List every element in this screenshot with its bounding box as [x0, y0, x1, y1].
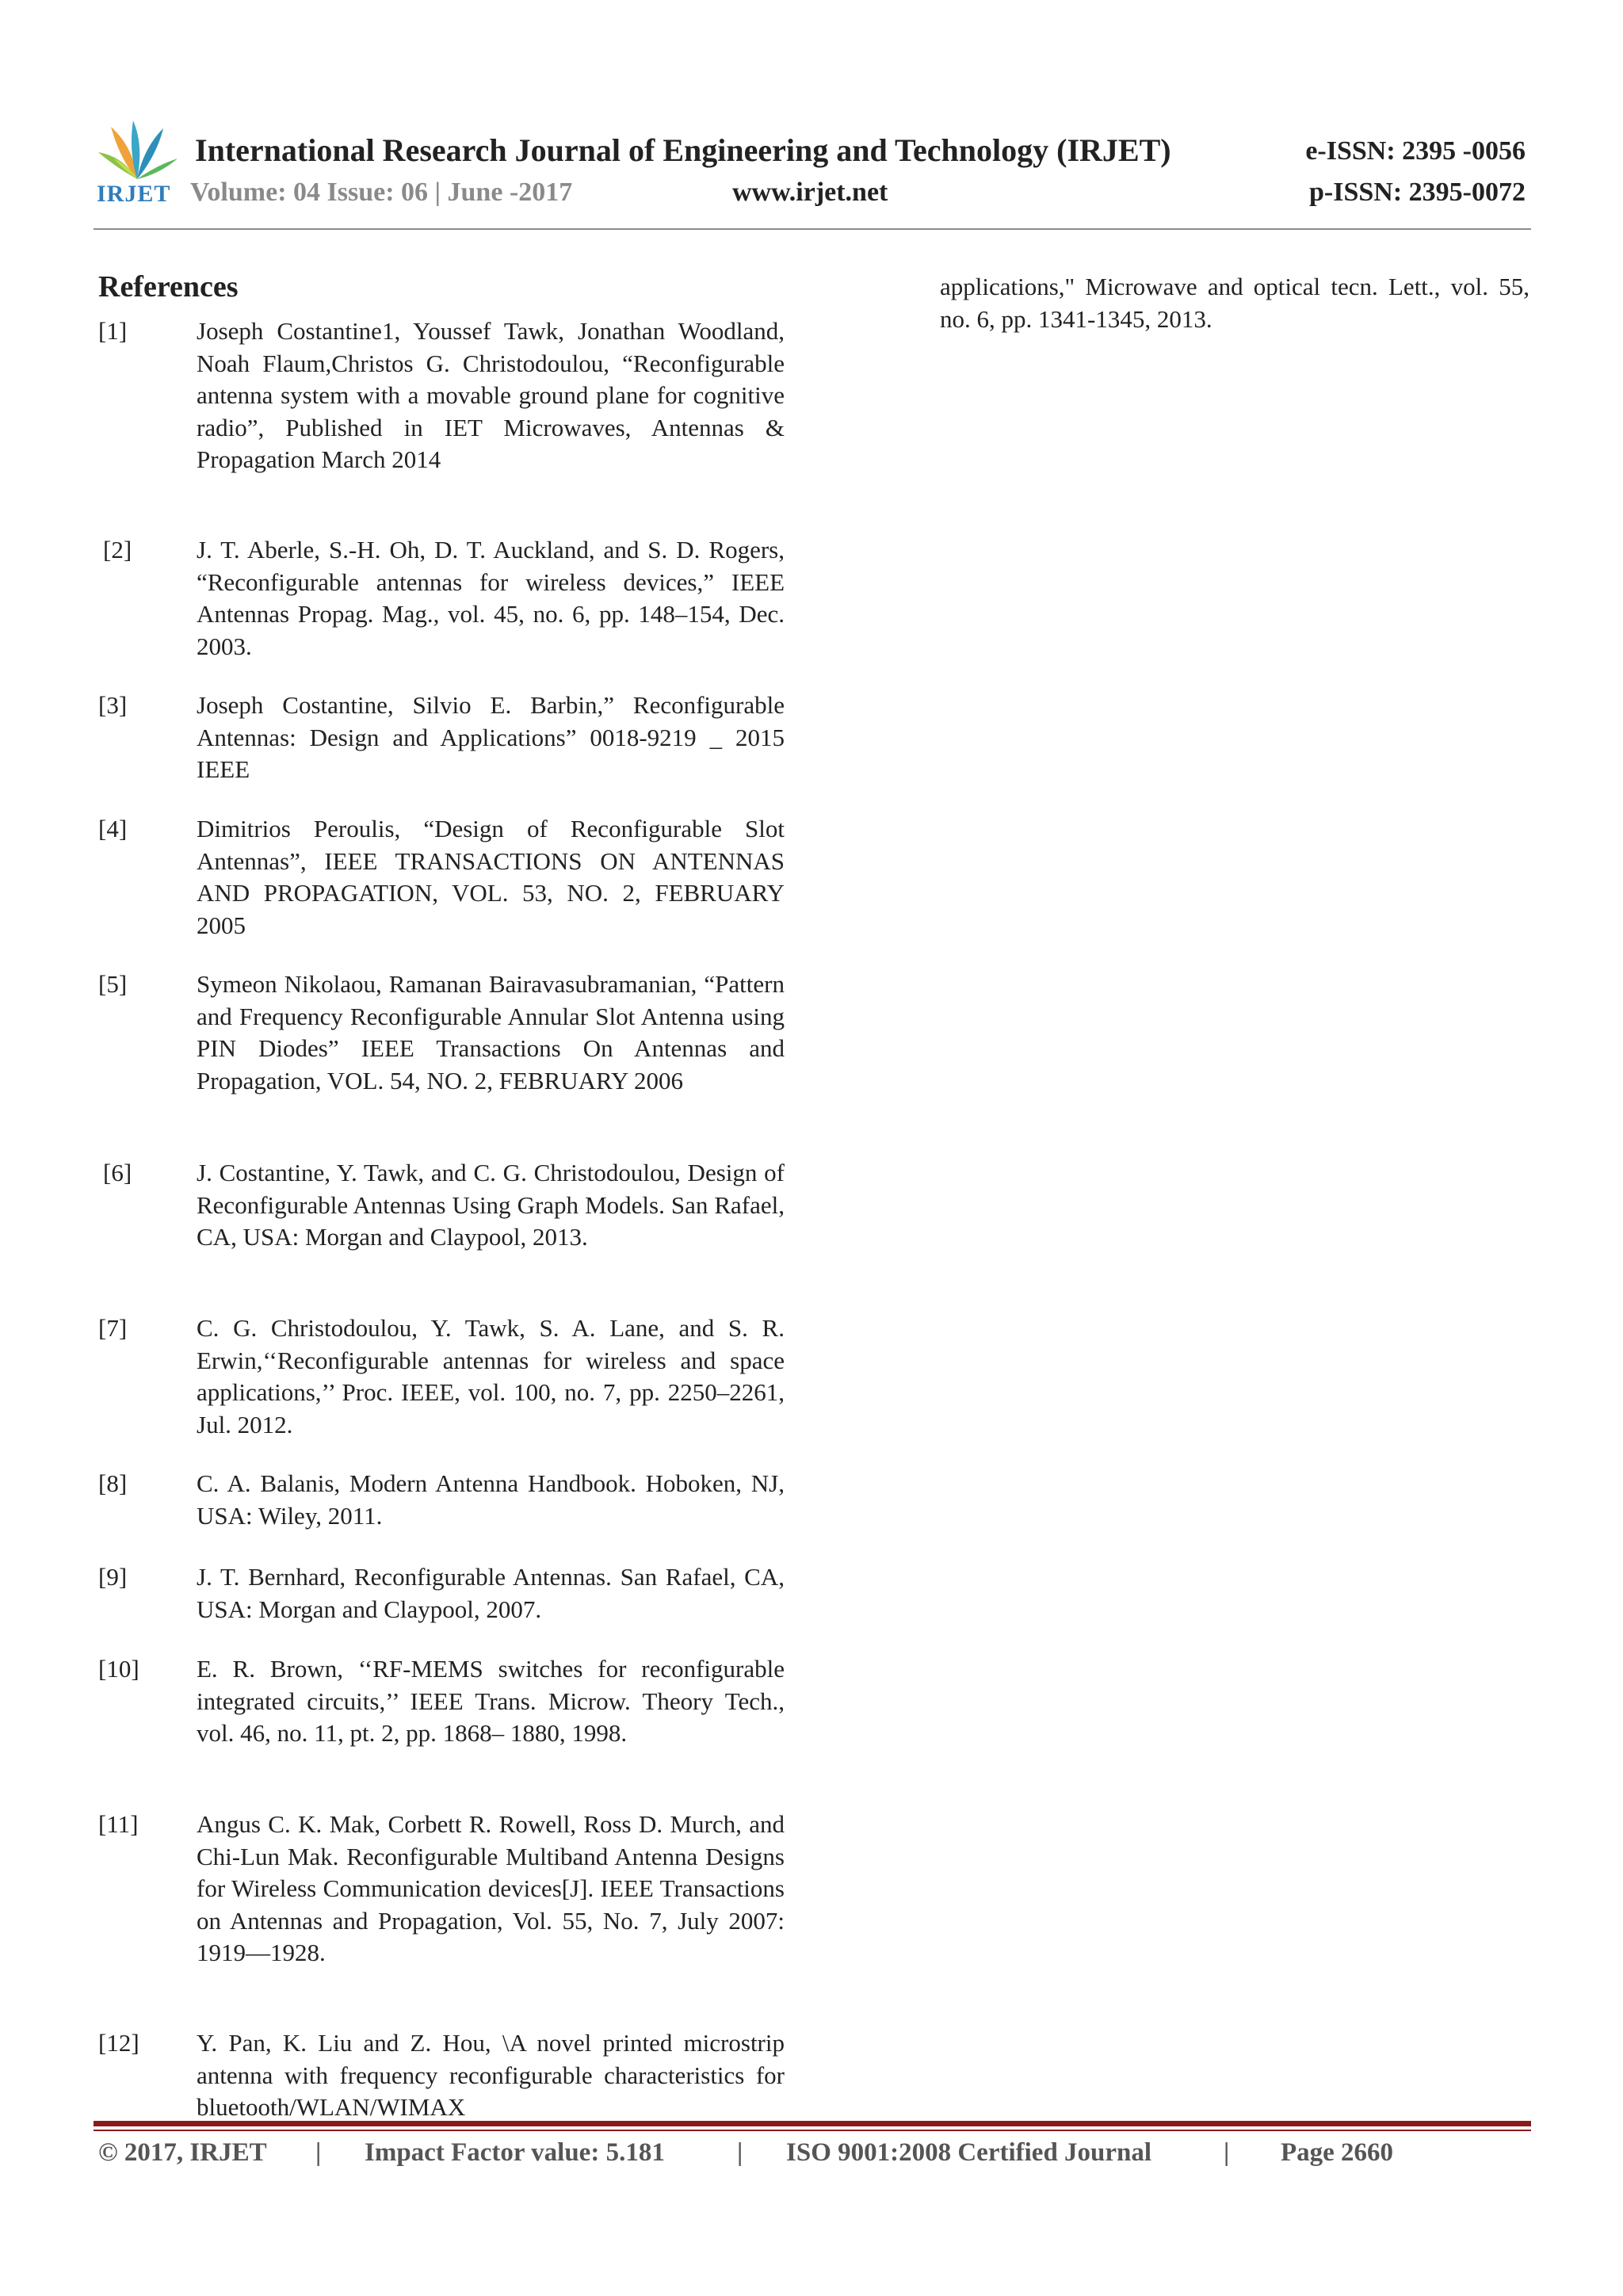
reference-text: C. A. Balanis, Modern Antenna Handbook. Hoboken, NJ, USA: Wiley, 2011.	[197, 1469, 785, 1530]
journal-header	[94, 117, 1528, 228]
reference-number: [8]	[98, 1469, 128, 1497]
reference-number: [9]	[98, 1563, 128, 1591]
header-divider	[94, 228, 1531, 230]
footer-divider-thin	[94, 2130, 1531, 2131]
leaf-fan-icon	[94, 117, 181, 189]
irjet-logo	[94, 117, 181, 212]
reference-text: C. G. Christodoulou, Y. Tawk, S. A. Lane, and S. R. Erwin,‘‘Reconfigurable antennas for wireless and space applications,’’ Proc. IEEE, vol. 100, no. 7, pp. 2250–2261, Jul. 2012.	[197, 1314, 785, 1438]
reference-text: Angus C. K. Mak, Corbett R. Rowell, Ross D. Murch, and Chi-Lun Mak. Reconfigurable Multiband Antenna Designs for Wireless Communication devices[J]. IEEE Transactions on Antennas and Propagation, Vol. 55, No. 7, July 2007: 1919—1928.	[197, 1810, 785, 1966]
e-issn: e-ISSN: 2395 -0056	[1305, 136, 1526, 166]
volume-issue: Volume: 04 Issue: 06 | June -2017	[190, 178, 573, 207]
footer-separator: |	[315, 2138, 322, 2167]
reference-number: [4]	[98, 815, 128, 842]
reference-number: [12]	[98, 2029, 139, 2057]
website-link[interactable]: www.irjet.net	[732, 178, 888, 207]
footer-page-number: Page 2660	[1281, 2138, 1394, 2167]
journal-title: International Research Journal of Engineering and Technology (IRJET)	[195, 132, 1171, 168]
reference-number: [5]	[98, 970, 128, 998]
footer-divider-thick	[94, 2121, 1531, 2126]
reference-text: Dimitrios Peroulis, “Design of Reconfigurable Slot Antennas”, IEEE TRANSACTIONS ON ANTENNAS AND PROPAGATION, VOL. 53, NO. 2, FEBRUARY 2005	[197, 815, 785, 939]
logo-text: IRJET	[97, 181, 171, 207]
reference-continuation: applications," Microwave and optical tecn. Lett., vol. 55, no. 6, pp. 1341-1345, 2013.	[940, 273, 1529, 333]
footer-separator: |	[737, 2138, 743, 2167]
reference-text: Joseph Costantine, Silvio E. Barbin,” Reconfigurable Antennas: Design and Applications” 0018-9219 _ 2015 IEEE	[197, 691, 785, 783]
reference-number: [7]	[98, 1314, 128, 1342]
reference-text: E. R. Brown, ‘‘RF-MEMS switches for reconfigurable integrated circuits,’’ IEEE Trans. Microw. Theory Tech., vol. 46, no. 11, pt. 2, pp. 1868– 1880, 1998.	[197, 1655, 785, 1747]
p-issn: p-ISSN: 2395-0072	[1309, 178, 1526, 207]
reference-number: [2]	[103, 536, 132, 563]
reference-number: [11]	[98, 1810, 139, 1838]
footer-separator: |	[1224, 2138, 1230, 2167]
reference-text: Symeon Nikolaou, Ramanan Bairavasubramanian, “Pattern and Frequency Reconfigurable Annular Slot Antenna using PIN Diodes” IEEE Transactions On Antennas and Propagation, VOL. 54, NO. 2, FEBRUARY 2006	[197, 970, 785, 1095]
references-heading: References	[98, 270, 239, 304]
reference-text: J. Costantine, Y. Tawk, and C. G. Christodoulou, Design of Reconfigurable Antennas Using Graph Models. San Rafael, CA, USA: Morgan and Claypool, 2013.	[197, 1159, 785, 1251]
footer-iso-certification: ISO 9001:2008 Certified Journal	[786, 2138, 1152, 2167]
reference-number: [1]	[98, 317, 128, 345]
footer-copyright: © 2017, IRJET	[98, 2138, 267, 2167]
reference-text: J. T. Aberle, S.-H. Oh, D. T. Auckland, and S. D. Rogers, “Reconfigurable antennas for wireless devices,” IEEE Antennas Propag. Mag., vol. 45, no. 6, pp. 148–154, Dec. 2003.	[197, 536, 785, 660]
reference-text: Y. Pan, K. Liu and Z. Hou, \A novel printed microstrip antenna with frequency reconfigurable characteristics for bluetooth/WLAN/WIMAX	[197, 2029, 785, 2121]
reference-text: J. T. Bernhard, Reconfigurable Antennas. San Rafael, CA, USA: Morgan and Claypool, 2007.	[197, 1563, 785, 1623]
reference-text: Joseph Costantine1, Youssef Tawk, Jonathan Woodland, Noah Flaum,Christos G. Christodoulou, “Reconfigurable antenna system with a movable ground plane for cognitive radio”, Published in IET Microwaves, Antennas & Propagation March 2014	[197, 317, 785, 473]
reference-number: [6]	[103, 1159, 132, 1186]
reference-number: [3]	[98, 691, 128, 719]
reference-number: [10]	[98, 1655, 139, 1683]
footer-impact-factor: Impact Factor value: 5.181	[365, 2138, 665, 2167]
